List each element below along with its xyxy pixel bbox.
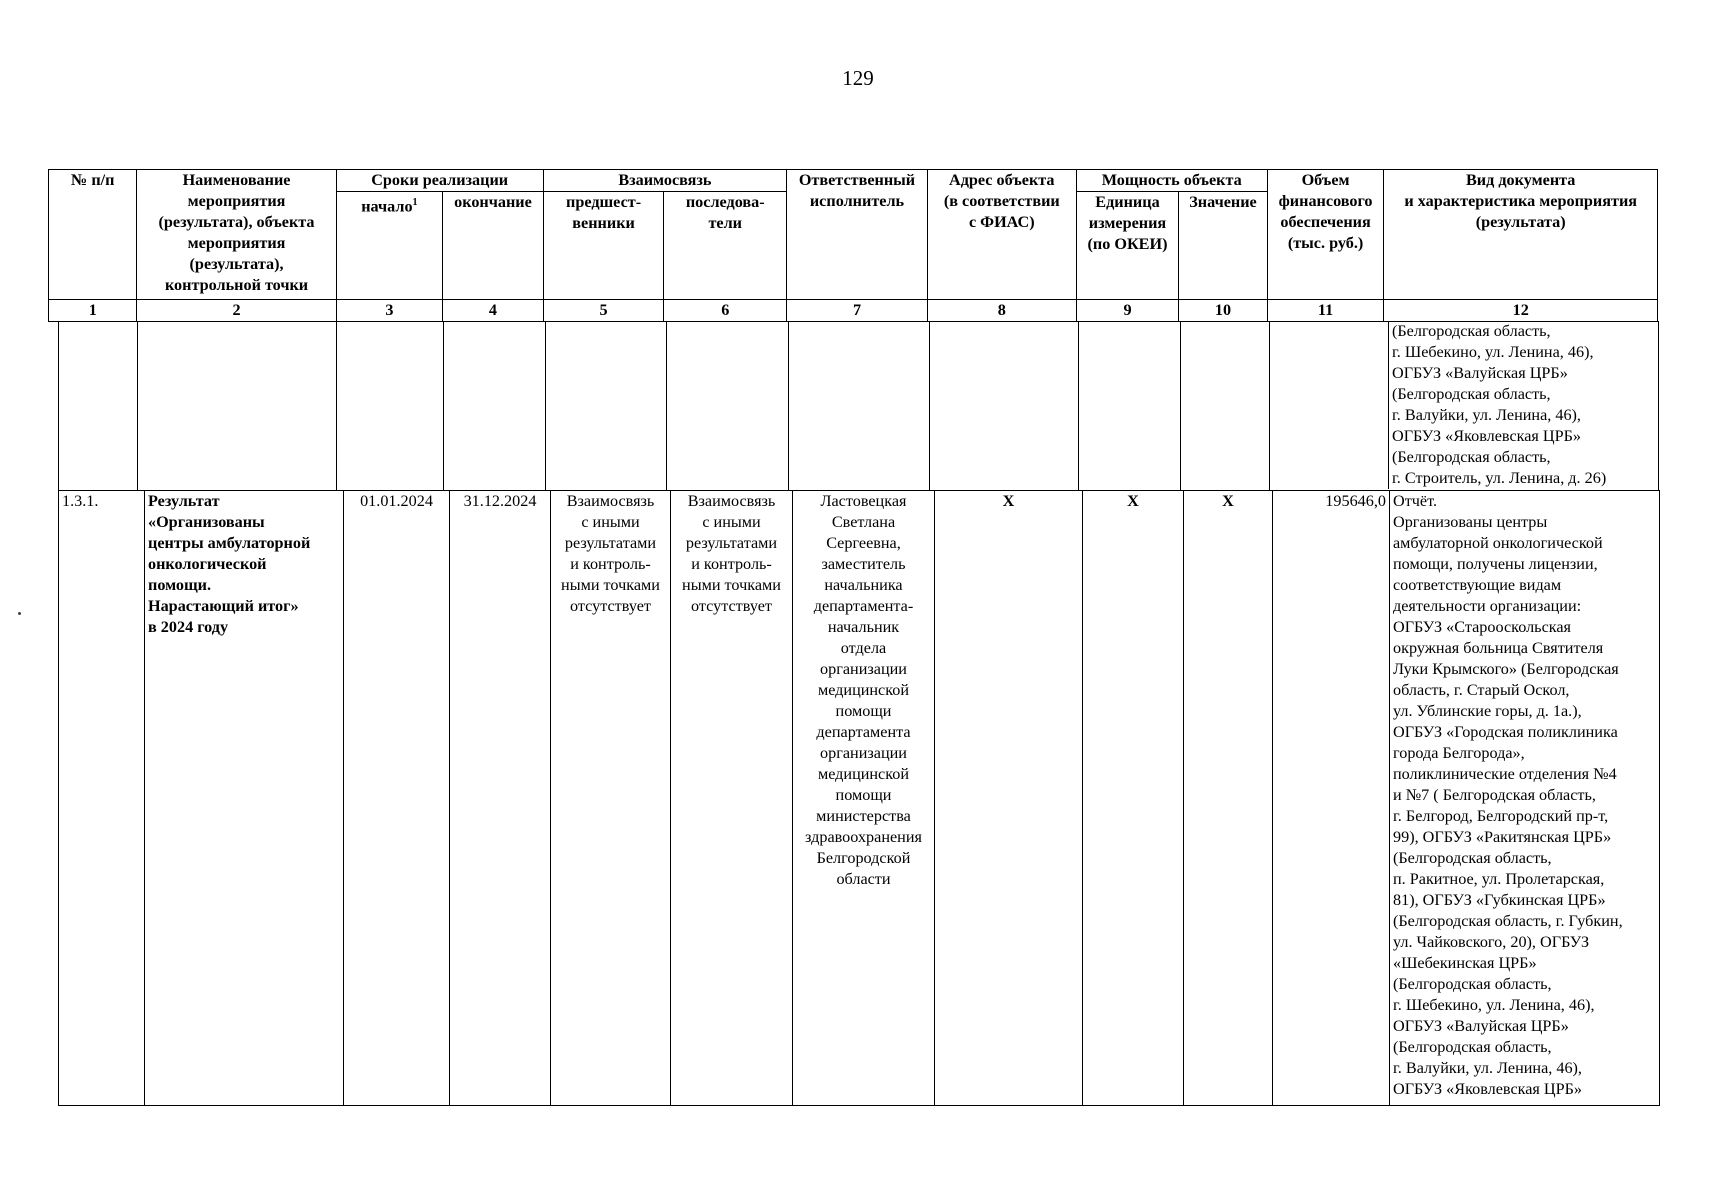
col-header-address: Адрес объекта (в соответствии с ФИАС): [927, 170, 1076, 300]
col-header-end: окончание: [443, 192, 544, 300]
row-value: Х: [1184, 491, 1273, 1106]
page-number: 129: [842, 66, 874, 90]
col-header-value: Значение: [1179, 192, 1267, 300]
col-header-terms: Сроки реализации: [336, 170, 543, 192]
col-header-capacity: Мощность объекта: [1076, 170, 1267, 192]
row-number: 1.3.1.: [59, 491, 145, 1106]
row-start-date: 01.01.2024: [344, 491, 450, 1106]
row-doc: Отчёт. Организованы центры амбулаторной онкологической помощи, получены лицензии, соответствующие видам деятельности организации: ОГБУЗ «Старооскольская окружная больница Святителя Луки Крымского» (Белгородская область, г. Старый Оскол, ул. Ублинские горы, д. 1а.), ОГБУЗ «Городская поликлиника города Белгорода», поликлинические отделения №4 и №7 ( Белгородская область, г. Белгород, Белгородский пр-т, 99), ОГБУЗ «Ракитянская ЦРБ» (Белгородская область, п. Ракитное, ул. Пролетарская, 81), ОГБУЗ «Губкинская ЦРБ» (Белгородская область, г. Губкин, ул. Чайковского, 20), ОГБУЗ «Шебекинская ЦРБ» (Белгородская область, г. Шебекино, ул. Ленина, 46), ОГБУЗ «Валуйская ЦРБ» (Белгородская область, г. Валуйки, ул. Ленина, 46), ОГБУЗ «Яковлевская ЦРБ»: [1390, 491, 1660, 1106]
col-header-relation: Взаимосвязь: [543, 170, 786, 192]
continuation-row-divider: [929, 321, 930, 490]
footnote-mark: 1: [412, 197, 418, 208]
continuation-row-divider: [443, 321, 444, 490]
col-number-8: 8: [927, 300, 1076, 322]
row-finance: 195646,0: [1273, 491, 1390, 1106]
col-header-name: Наименование мероприятия (результата), объекта мероприятия (результата), контрольной точки: [137, 170, 336, 300]
row-responsible: Ластовецкая Светлана Сергеевна, заместитель начальника департамента- начальник отдела организации медицинской помощи департамента организации медицинской помощи министерства здравоохранения Белгородской области: [793, 491, 935, 1106]
continuation-text: (Белгородская область, г. Шебекино, ул. Ленина, 46), ОГБУЗ «Валуйская ЦРБ» (Белгородская область, г. Валуйки, ул. Ленина, 46), ОГБУЗ «Яковлевская ЦРБ» (Белгородская область, г. Строитель, ул. Ленина, д. 26): [1392, 322, 1607, 487]
col-number-6: 6: [664, 300, 787, 322]
col-header-number: № п/п: [49, 170, 137, 300]
continuation-row-divider: [666, 321, 667, 490]
continuation-row-divider: [336, 321, 337, 490]
continuation-row-divider: [1078, 321, 1079, 490]
table-row: [59, 491, 1660, 1106]
continuation-row-divider: [1180, 321, 1181, 490]
start-label: начало: [361, 197, 413, 216]
row-successors: Взаимосвязь с иными результатами и контроль- ными точками отсутствует: [671, 491, 793, 1106]
col-number-3: 3: [336, 300, 443, 322]
table-body: [58, 490, 1660, 1106]
col-number-11: 11: [1267, 300, 1384, 322]
continuation-row-divider: [545, 321, 546, 490]
col-number-5: 5: [543, 300, 664, 322]
continuation-row-divider: [137, 321, 138, 490]
continuation-cell: [1388, 321, 1659, 489]
col-header-start: [336, 192, 443, 300]
continuation-row-left-border: [58, 321, 59, 490]
col-number-10: 10: [1179, 300, 1267, 322]
row-end-date: 31.12.2024: [450, 491, 551, 1106]
row-address: Х: [935, 491, 1083, 1106]
col-number-2: 2: [137, 300, 336, 322]
col-number-7: 7: [787, 300, 928, 322]
col-header-predecessors: предшест- венники: [543, 192, 664, 300]
col-number-12: 12: [1384, 300, 1658, 322]
col-header-unit: Единица измерения (по ОКЕИ): [1076, 192, 1179, 300]
scan-artifact-dot: [18, 612, 21, 615]
col-header-finance: Объем финансового обеспечения (тыс. руб.): [1267, 170, 1384, 300]
continuation-row-divider: [1269, 321, 1270, 490]
row-unit: Х: [1083, 491, 1184, 1106]
col-number-9: 9: [1076, 300, 1179, 322]
col-header-responsible: Ответственный исполнитель: [787, 170, 928, 300]
table-header: [48, 169, 1658, 322]
col-header-successors: последова- тели: [664, 192, 787, 300]
row-name: Результат «Организованы центры амбулаторной онкологической помощи. Нарастающий итог» в 2024 году: [145, 491, 344, 1106]
col-header-doc-type: Вид документа и характеристика мероприятия (результата): [1384, 170, 1658, 300]
continuation-row-divider: [788, 321, 789, 490]
row-predecessors: Взаимосвязь с иными результатами и контроль- ными точками отсутствует: [551, 491, 671, 1106]
col-number-4: 4: [443, 300, 544, 322]
col-number-1: 1: [49, 300, 137, 322]
